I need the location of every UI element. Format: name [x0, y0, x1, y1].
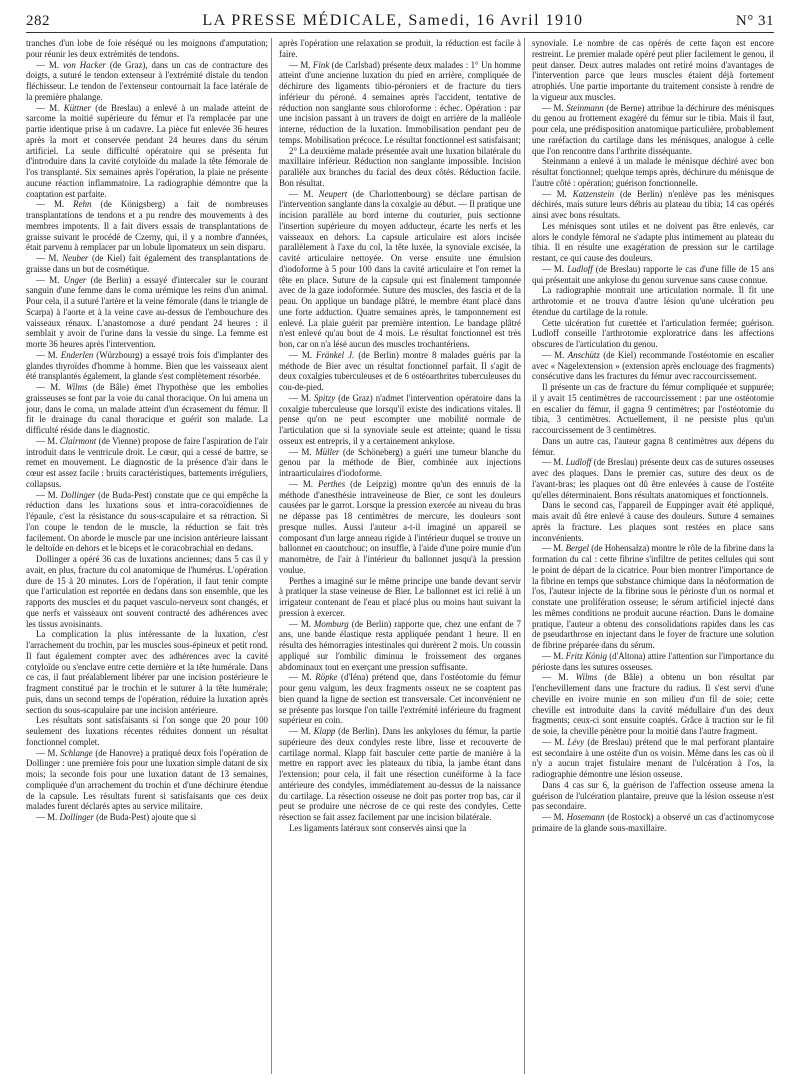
author-name: Ludloff	[565, 457, 592, 468]
paragraph: — M. Fränkel J. (de Berlin) montre 8 malades guéris par la méthode de Bier avec un résultat fonctionnel parfait. Il s'agit de deux coxalgies tuberculeuses et de 6 ostéoarthrites tuberculeuses du cou-de-pied.	[279, 349, 521, 392]
author-name: Klapp	[313, 726, 336, 736]
author-name: Lévy	[567, 736, 585, 747]
author-name: Perthes	[318, 478, 346, 489]
author-name: Unger	[63, 274, 87, 285]
text-column-1	[26, 38, 268, 1074]
paragraph: — M. Schlange (de Hanovre) a pratiqué deux fois l'opération de Dollinger : une première fois pour une luxation simple datant de six mois; la seconde fois pour une luxation datant de 13 semaines, compliquée d'un arrachement du trochin et d'une déchirure étendue de la capsule. Les résultats furent si satisfaisants que ces deux malades furent déclarés aptes au service militaire.	[26, 747, 268, 812]
paragraph: — M. Röpke (d'Iéna) prétend que, dans l'ostéotomie du fémur pour genu valgum, les deux fragments osseux ne se coaptent pas bien quand la ligne de section est transversale. Cet inconvénient ne se présente pas lorsque l'on taille l'extrémité inférieure du fragment supérieur en coin.	[279, 672, 521, 726]
paragraph: — M. Perthes (de Leipzig) montre qu'un des ennuis de la méthode d'anesthésie intraveineuse de Bier, ce sont les douleurs causées par le garrot. Lorsque la pression exercée au niveau du bras ne dépasse pas 18 centimètres de mercure, les douleurs sont presque nulles. Aussi l'auteur a-t-il imaginé un appareil se composant d'un large anneau rigide à l'intérieur duquel se trouve un ballonnet en caoutchouc; on insuffle, à l'aide d'une poire munie d'un manomètre, de l'air à l'intérieur du ballonnet jusqu'à la pression voulue.	[279, 478, 521, 575]
paragraph: — M. Clairmont (de Vienne) propose de faire l'aspiration de l'air introduit dans le ventricule droit. Le cœur, qui a cessé de battre, se remet en mouvement. Le diagnostic de la présence d'air dans le cœur est assez facile : bruits caractéristiques, battements irréguliers, collapsus.	[26, 435, 268, 489]
author-name: Anschütz	[567, 349, 600, 360]
column-rule	[524, 38, 525, 1074]
paragraph: — M. Ludloff (de Breslau) présente deux cas de sutures osseuses avec des plaques. Dans le premier cas, suture des deux os de l'avant-bras; les plaques ont dû être enlevées à cause de l'ostéite qu'elles déterminaient. Bons résultats anatomiques et fonctionnels.	[532, 457, 774, 500]
author-name: Wilms	[65, 382, 88, 392]
author-name: Dollinger	[59, 812, 94, 822]
author-name: Röpke	[315, 672, 338, 683]
issue-number: N° 31	[735, 12, 774, 29]
author-name: Fritz König	[565, 650, 607, 661]
author-name: Fränkel J.	[316, 349, 355, 360]
author-name: Ludloff	[567, 263, 593, 274]
author-name: Neupert	[318, 188, 348, 199]
paragraph: Dollinger a opéré 36 cas de luxations anciennes; dans 5 cas il y avait, en plus, fracture du col anatomique de l'humérus. L'opération dure de 15 à 20 minutes. Lors de l'opération, il faut tenir compte que l'articulation est reportée en dedans dans son ensemble, que les rapports des muscles et du paquet vasculo-nerveux sont changés, et que nerfs et vaisseaux ont souvent contracté des adhérences avec les tissus avoisinants.	[26, 554, 268, 629]
paragraph: Les ménisques sont utiles et ne doivent pas être enlevés, car alors le condyle fémoral ne s'adapte plus intimement au plateau du tibia. Il en résulte une exagération de pression sur le cartilage restant, ce qui cause des douleurs.	[532, 220, 774, 263]
paragraph: — M. Spitzy (de Graz) n'admet l'intervention opératoire dans la coxalgie tuberculeuse que lorsqu'il existe des indications vitales. Il pense qu'on ne peut escompter une mobilité normale de l'articulation que si la synoviale seule est atteinte; quand le tissu osseux est entrepris, il y a certainement ankylose.	[279, 392, 521, 446]
paragraph: — M. Enderlen (Würzbourg) a essayé trois fois d'implanter des glandes thyroïdes d'homme à homme. Bien que les vaisseaux aient été transplantés également, la glande s'est complètement résorbée.	[26, 349, 268, 382]
paragraph: — M. Müller (de Schöneberg) a guéri une tumeur blanche du genou par la méthode de Bier, combinée aux injections intraarticulaires d'iodoforme.	[279, 446, 521, 478]
author-name: Steinmann	[566, 102, 604, 113]
paragraph: — M. Bergel (de Hohensalza) montre le rôle de la fibrine dans la formation du cal : cette fibrine s'infiltre de petites cellules qui sont le point de départ de la cicatrice. Pour bien montrer l'importance de la fibrine en temps que substance chimique dans la néoformation de l'os, l'auteur injecte de la fibrine sous le périoste d'un os normal et constate une prolifération osseuse; le sérum artificiel injecté dans les mêmes conditions ne produit aucune réaction. Dans le domaine pratique, l'auteur a obtenu des consolidations rapides dans les cas de pseudarthrose en injectant dans le foyer de fracture une solution de fibrine préparée dans du sérum.	[532, 543, 774, 650]
paragraph: Perthes a imaginé sur le même principe une bande devant servir à pratiquer la stase veineuse de Bier. Le ballonnet est ici relié à un irrigateur contenant de l'eau et placé plus ou moins haut suivant la pression à exercer.	[279, 575, 521, 618]
paragraph: après l'opération une relaxation se produit, la réduction est facile à faire.	[279, 38, 521, 59]
paragraph: — M. Wilms (de Bâle) émet l'hypothèse que les embolies graisseuses se font par la voie du canal thoracique. On lui amena un jour, dans le coma, un malade atteint d'un écrasement du fémur. Il fit le drainage du canal thoracique et guérit son malade. La difficulté réside dans le diagnostic.	[26, 382, 268, 435]
author-name: Rehn	[73, 199, 92, 210]
paragraph: — M. Hosemann (de Rostock) a observé un cas d'actinomycose primaire de la glande sous-maxillaire.	[532, 812, 774, 833]
paragraph: — M. Fritz König (d'Altona) attire l'attention sur l'importance du périoste dans les sutures osseuses.	[532, 650, 774, 672]
author-name: von Hacker	[62, 59, 106, 70]
paragraph: — M. Neuber (de Kiel) fait également des transplantations de graisse dans un but de cosmétique.	[26, 253, 268, 274]
paragraph: Cette ulcération fut curettée et l'articulation fermée; guérison. Ludloff conseille l'arthrotomie exploratrice dans les affections obscures de l'articulation du genou.	[532, 317, 774, 349]
column-rule	[271, 38, 272, 1074]
journal-title: LA PRESSE MÉDICALE, Samedi, 16 Avril 1910	[202, 12, 584, 29]
paragraph: — M. Rehn (de Königsberg) a fait de nombreuses transplantations de tendons et a pu rendre des mouvements à des membres impotents. Il a fait divers essais de transplantations de graisse suivant le procédé de Czerny, qui, il y a nombre d'années, était parvenu à remplacer par un lobule lipomateux un sein disparu.	[26, 199, 268, 253]
paragraph: La radiographie montrait une articulation normale. Il fit une arthrotomie et ne trouva d'autre lésion qu'une ulcération peu étendue du cartilage de la rotule.	[532, 285, 774, 317]
paragraph: — M. Wilms (de Bâle) a obtenu un bon résultat par l'enchevillement dans une fracture du radius. Il s'est servi d'une cheville en ivoire munie en son milieu d'un fil de soie; cette cheville est introduite dans la cavité médullaire d'un des deux fragments; ceux-ci sont ensuite coaptés. Grâce à traction sur le fil de soie, la cheville pénètre pour la moitié dans l'autre fragment.	[532, 672, 774, 736]
paragraph: — M. Küttner (de Breslau) a enlevé à un malade atteint de sarcome la moitié supérieure du fémur et l'a remplacée par une partie identique prise à un cadavre. La pièce fut enlevée 36 heures après la mort et conservée pendant 24 heures dans du sérum artificiel. La seule difficulté opératoire qui se présenta fut d'introduire dans la cavité cotyloïde du malade la tête fémorale de l'os transplanté. Six semaines après l'opération, la plaie ne présente aucune réaction inflammatoire. La radiographie démontre que la coaptation est parfaite.	[26, 102, 268, 199]
author-name: Neuber	[62, 253, 89, 263]
paragraph: tranches d'un lobe de foie réséqué ou les moignons d'amputation; pour réunir les deux extrémités de tendons.	[26, 38, 268, 59]
author-name: Momburg	[314, 618, 349, 629]
paragraph: — M. Steinmann (de Berne) attribue la déchirure des ménisques du genou au frottement exagéré du fémur sur le tibia. Mais il faut, pour cela, une prédisposition anatomique particulière, probablement une raréfaction du cartilage dans les ménisques, analogue à celle que l'on rencontre dans l'arthrite disséquante.	[532, 102, 774, 156]
author-name: Schlange	[60, 747, 93, 758]
paragraph: — M. Dollinger (de Buda-Pest) ajoute que si	[36, 812, 197, 822]
paragraph: — M. Momburg (de Berlin) rapporte que, chez une enfant de 7 ans, une bande élastique resta appliquée pendant 1 heure. Il en résulta des hémorragies intestinales qui durèrent 2 mois. Un coussin appliqué sur l'ombilic diminua le froissement des organes abdominaux tout en exerçant une pression suffisante.	[279, 618, 521, 672]
paragraph: — M. Dollinger (de Buda-Pest) constate que ce qui empêche la réduction dans les luxations sous et intra-coracoïdiennes de l'épaule, c'est la résistance du sous-scapulaire et sa rétraction. Si l'on coupe le tendon de le muscle, la réduction se fait très facilement. On aborde le muscle par une incision antérieure laissant le deltoïde en dehors et le biceps et le coracobrachial en dedans.	[26, 489, 268, 554]
paragraph: Dans un autre cas, l'auteur gagna 8 centimètres aux dépens du fémur.	[532, 435, 774, 457]
author-name: Müller	[315, 446, 340, 457]
paragraph: — M. von Hacker (de Graz), dans un cas de contracture des doigts, a suturé le tendon extenseur à l'extrémité distale du tendon fléchisseur. Le tendon de l'extenseur contournait la face latérale de la première phalange.	[26, 59, 268, 102]
author-name: Dollinger	[60, 489, 96, 500]
paragraph: Dans 4 cas sur 6, la guérison de l'affection osseuse amena la guérison de l'ulcération plantaire, preuve que la lésion osseuse n'est pas secondaire.	[532, 779, 774, 812]
text-column-2	[279, 38, 521, 1074]
author-name: Wilms	[575, 672, 598, 683]
author-name: Katzenstein	[572, 188, 615, 199]
paragraph: Steinmann a enlevé à un malade le ménisque déchiré avec bon résultat fonctionnel; quelque temps après, déchirure du ménisque de l'autre côté : opération; guérison fonctionnelle.	[532, 156, 774, 188]
author-name: Küttner	[63, 102, 91, 113]
author-name: Hosemann	[566, 812, 605, 822]
paragraph: Les ligaments latéraux sont conservés ainsi que la	[289, 822, 467, 833]
paragraph: Les résultats sont satisfaisants si l'on songe que 20 pour 100 seulement des luxations récentes réduites donnent un résultat fonctionnel complet.	[26, 715, 268, 747]
author-name: Bergel	[565, 543, 589, 554]
paragraph: synoviale. Le nombre de cas opérés de cette façon est encore restreint. Le premier malade opéré peut plier facilement le genou, il peut danser. Deux autres malades ont retiré moins d'avantages de l'intervention parce que leurs muscles étaient déjà fortement atrophiés. Une partie importante du traitement consiste à rendre de la vigueur aux muscles.	[532, 38, 774, 102]
paragraph: La complication la plus intéressante de la luxation, c'est l'arrachement du trochin, par les muscles sous-épineux et petit rond. Il faut également compter avec des adhérences avec la cavité cotyloïde ou s'enclave entre cette dernière et la tête humérale. Dans ce cas, il faut préalablement libérer par une incision postérieure le fragment constitué par le trochin et le suturer à la tête humérale; puis, dans un second temps de l'opération, réduire la luxation après section du sous-scapulaire par une incision antérieure.	[26, 629, 268, 715]
author-name: Enderlen	[60, 349, 94, 360]
paragraph: — M. Unger (de Berlin) a essayé d'intercaler sur le courant sanguin d'une femme dans le coma urémique les reins d'un animal. Pour cela, il a suturé l'artère et la veine fémorale (dans le triangle de Scarpa) à l'aorte et à la veine cave au-dessus de l'embouchure des vaisseaux rénaux. L'anastomose a duré pendant 24 heures : il semblait y avoir de l'urine dans la vessie du singe. La femme est morte 36 heures après l'intervention.	[26, 274, 268, 349]
paragraph: — M. Fink (de Carlsbad) présente deux malades : 1° Un homme atteint d'une ancienne luxation du pied en arrière, compliquée de déchirure des ligaments tibio-péroniers et de fracture du tiers inférieur du péroné. 4 semaines après l'accident, tentative de réduction non sanglante sous chloroforme : échec. Opération : par une incision passant à un travers de doigt en arrière de la malléole interne, réduction de la luxation. Immobilisation pendant peu de temps. Mobilisation précoce. Le résultat fonctionnel est satisfaisant;	[279, 59, 521, 145]
paragraph: — M. Neupert (de Charlottenbourg) se déclare partisan de l'intervention sanglante dans la coxalgie au début. — Il pratique une incision parallèle au bord interne du couturier, puis sectionne l'insertion supérieure du moyen adducteur, écarte les nerfs et les vaisseaux en dehors. La capsule articulaire est alors incisée parallèlement à l'axe du col, la tête luxée, la synoviale excisée, la cavité articulaire nettoyée. On verse ensuite une émulsion d'iodoforme à 5 pour 100 dans la cavité articulaire et l'on remet la tête en place. Suture de la capsule qui est finalement tamponnée avec de la gaze iodoformée. Suture des muscles, des fascia et de la peau. On applique un bandage plâtré, le membre étant placé dans une forte adduction. Quatre semaines après, le tamponnement est enlevé. La plaie guérit par première intention. Le bandage plâtré n'est enlevé qu'au bout de 4 mois. Le résultat fonctionnel est très bon, car on n'a lésé aucun des muscles trochantériens.	[279, 188, 521, 349]
author-name: Clairmont	[59, 435, 97, 446]
paragraph: Dans le second cas, l'appareil de Euppinger avait été appliqué, mais avait dû être enlevé à cause des douleurs. Suture 4 semaines après la fracture. Les plaques sont restées en place sans inconvénients.	[532, 500, 774, 543]
paragraph: — M. Lévy (de Breslau) prétend que le mal perforant plantaire est secondaire à une ostéite d'un os voisin. Même dans les cas où il n'y a aucun trajet fistulaire menant de l'ulcération à l'os, la radiographie démontre une lésion osseuse.	[532, 736, 774, 779]
paragraph: — M. Anschütz (de Kiel) recommande l'ostéotomie en escalier avec « Nagelextension » (extension après enclouage des fragments) consécutive dans les fractures du fémur avec raccourcissement.	[532, 349, 774, 382]
paragraph: — M. Katzenstein (de Berlin) n'enlève pas les ménisques déchirés, mais suture leurs débris au plateau du tibia; 14 cas opérés ainsi avec bons résultats.	[532, 188, 774, 220]
paragraph: Il présente un cas de fracture du fémur compliquée et suppurée; il y avait 15 centimètres de raccourcissement : par une ostéotomie en escalier du fémur, il gagna 9 centimètres; par l'ostéotomie du tibia, 3 centimètres. Actuellement, il ne persiste plus qu'un raccourcissement de 3 centimètres.	[532, 382, 774, 435]
paragraph: — M. Klapp (de Berlin). Dans les ankyloses du fémur, la partie supérieure des deux condyles reste libre, lisse et recouverte de cartilage normal. Klapp fait basculer cette partie de manière à la mettre en rapport avec les plateaux du tibia, la jambe étant dans l'extension; pour cela, il fait une résection cunéiforme à la face antérieure des condyles, immédiatement au-dessus de la naissance du cartilage. La résection osseuse ne doit pas porter trop bas, car il peut se produire une nécrose de ce qui reste des condyles. Cette résection se fait assez facilement par une incision bilatérale.	[279, 726, 521, 822]
author-name: Spitzy	[313, 392, 336, 403]
paragraph: 2° La deuxième malade présentée avait une luxation bilatérale du maxillaire inférieur. Réduction non sanglante impossible. Incision parallèle aux branches du facial des deux côtés. Réduction facile. Bon résultat.	[279, 145, 521, 188]
author-name: Fink	[312, 59, 330, 70]
page-header	[26, 10, 774, 33]
page-number: 282	[26, 12, 50, 29]
text-column-3	[532, 38, 774, 1074]
paragraph: — M. Ludloff (de Breslau) rapporte le cas d'une fille de 15 ans qui présentait une ankylose du genou survenue sans cause connue.	[532, 263, 774, 285]
